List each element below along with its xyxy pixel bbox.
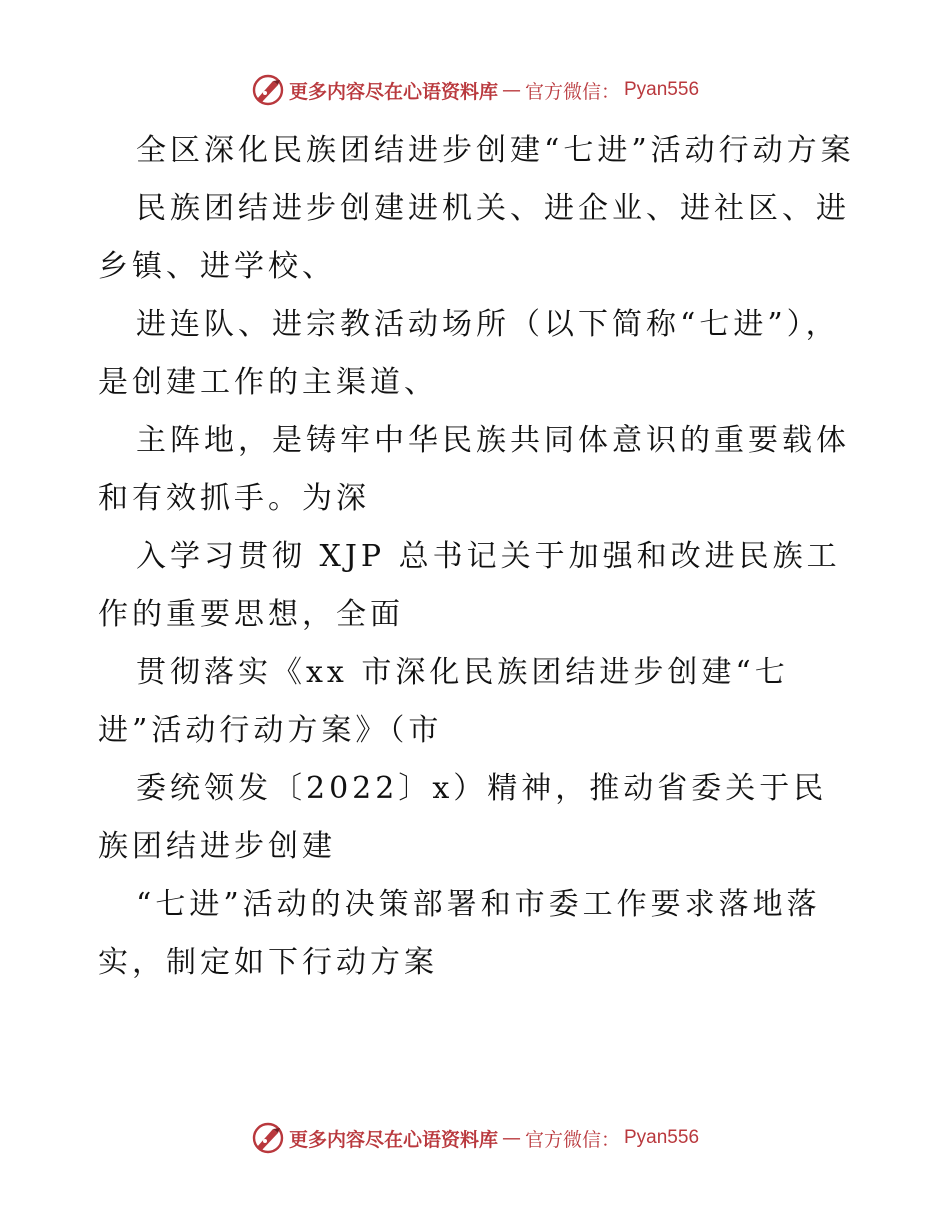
banner-wechat-label: 官方微信： xyxy=(524,1128,620,1151)
banner-text: 更多内容尽在心语资料库 xyxy=(288,80,498,103)
banner-wechat-id: Pyan556 xyxy=(624,79,700,100)
header-banner xyxy=(0,70,950,110)
banner-dash: — xyxy=(501,1127,521,1149)
banner-wechat-label: 官方微信： xyxy=(524,80,620,103)
pen-nib-logo-icon xyxy=(251,73,285,107)
paragraph: “七进”活动的决策部署和市委工作要求落地落实，制定如下行动方案 xyxy=(98,887,821,980)
footer-banner xyxy=(0,1118,950,1158)
banner-text: 更多内容尽在心语资料库 xyxy=(288,1128,498,1151)
pen-nib-logo-icon xyxy=(251,1121,285,1155)
paragraph: 主阵地，是铸牢中华民族共同体意识的重要载体和有效抓手。为深 xyxy=(98,423,850,516)
paragraph: 民族团结进步创建进机关、进企业、进社区、进乡镇、进学校、 xyxy=(98,191,850,284)
paragraph: 入学习贯彻 XJP 总书记关于加强和改进民族工作的重要思想，全面 xyxy=(98,539,841,632)
document-title: 全区深化民族团结进步创建“七进”活动行动方案 xyxy=(136,133,855,168)
paragraph: 贯彻落实《xx 市深化民族团结进步创建“七进”活动行动方案》（市 xyxy=(98,655,789,748)
paragraph: 委统领发〔2022〕x）精神，推动省委关于民族团结进步创建 xyxy=(98,771,828,864)
banner-wechat-id: Pyan556 xyxy=(624,1127,700,1148)
banner-dash: — xyxy=(501,79,521,101)
document-body xyxy=(98,122,858,992)
paragraph: 进连队、进宗教活动场所（以下简称“七进”），是创建工作的主渠道、 xyxy=(98,307,840,400)
